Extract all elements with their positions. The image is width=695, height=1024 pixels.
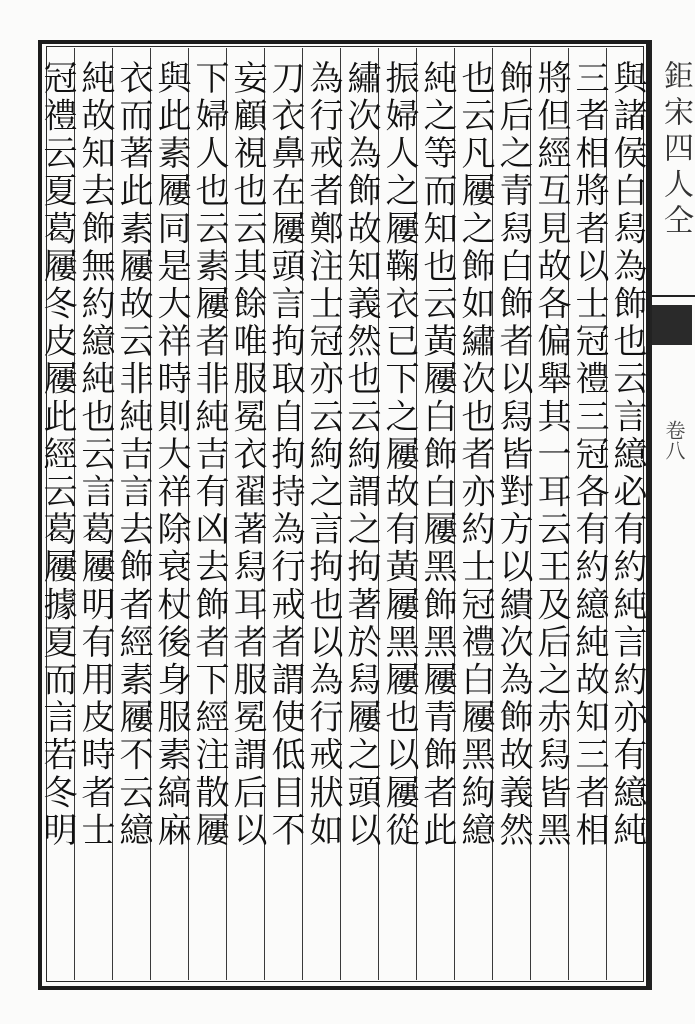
text-column-11: 妄顧視也云其餘唯服冕衣翟著舄耳者服冕謂后以 (227, 60, 267, 850)
text-column-6: 純之等而知也云黃屨白飾白屨黑飾黑屨青飾者此 (417, 60, 457, 850)
text-column-12: 下婦人也云素屨者非純吉有凶去飾者下經注散屨 (189, 60, 229, 850)
text-column-3: 將但經互見故各偏舉其一耳云王及后之赤舄皆黑 (531, 60, 571, 850)
juan-label: 卷八 (662, 420, 686, 460)
text-column-5: 也云凡屨之飾如繡次也者亦約士冠禮白屨黑絇繶 (455, 60, 495, 850)
margin-edge-text: 鉅宋四人仝 (658, 60, 693, 240)
text-column-16: 冠禮云夏葛屨冬皮屨此經云葛屨據夏而言若冬明 (37, 60, 77, 850)
text-column-14: 衣而著此素屨故云非純吉言去飾者經素屨不云繶 (113, 60, 153, 850)
text-column-15: 純故知去飾無約繶純也云言葛屨明有用皮時者士 (75, 60, 115, 850)
text-column-13: 與此素屨同是大祥時則大祥除衰杖後身服素縞麻 (151, 60, 191, 850)
fishtail-block (652, 305, 692, 345)
text-column-2: 三者相將者以士冠禮三冠各有約繶純故知三者相 (569, 60, 609, 850)
text-column-8: 繡次為飾故知義然也云絇謂之拘著於舄屨之頭以 (341, 60, 381, 850)
text-column-4: 飾后之青舄白飾者以舄皆對方以繢次為飾故義然 (493, 60, 533, 850)
text-column-7: 振婦人之屨鞠衣已下之屨故有黃屨黑屨也以屨從 (379, 60, 419, 850)
text-column-9: 為行戒者鄭注士冠亦云絇之言拘也以為行戒狀如 (303, 60, 343, 850)
text-column-1: 與諸侯白舄為飾也云言繶必有約純言約亦有繶純 (607, 60, 647, 850)
margin-divider (650, 295, 695, 297)
text-column-10: 刀衣鼻在屨頭言拘取自拘持為行戒者謂使低目不 (265, 60, 305, 850)
